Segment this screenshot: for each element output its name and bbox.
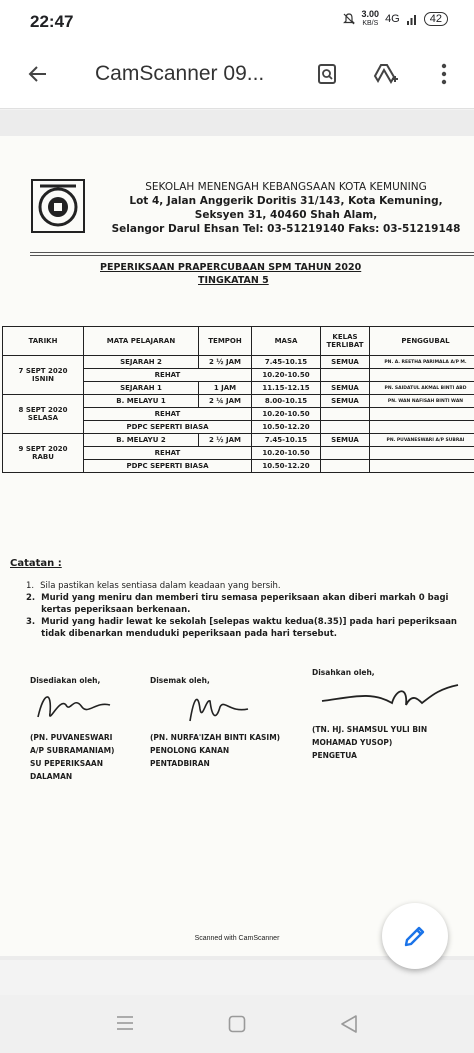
add-to-drive-button[interactable] [370, 58, 402, 90]
exam-title: PEPERIKSAAN PRAPERCUBAAN SPM TAHUN 2020 [100, 262, 362, 273]
schedule-table [2, 326, 474, 473]
document-page [0, 136, 474, 956]
table-row: REHAT 10.20-10.50 [3, 408, 474, 421]
exam-subtitle: TINGKATAN 5 [198, 275, 269, 286]
table-row: 9 SEPT 2020 RABU B. MELAYU 2 2 ½ JAM 7.45-10.15 SEMUA PN. PUVANESWARI A/P SUBRAI [3, 434, 474, 447]
table-row: REHAT 10.20-10.50 [3, 447, 474, 460]
header-divider-2 [30, 255, 474, 256]
table-row: REHAT 10.20-10.50 [3, 369, 474, 382]
search-document-button[interactable] [311, 58, 343, 90]
header-divider [30, 252, 474, 253]
status-bar [0, 0, 474, 44]
col-duration: TEMPOH [199, 327, 252, 356]
drive-add-icon [373, 62, 399, 86]
signature-prepared-by: Disediakan oleh, (PN. PUVANESWARI A/P SUBRAMANIAM) SU PEPERIKSAAN DALAMAN [30, 674, 120, 783]
col-subject: MATA PELAJARAN [84, 327, 199, 356]
signal-bars-icon [406, 13, 418, 25]
mute-bell-icon [342, 12, 356, 26]
search-document-icon [315, 62, 339, 86]
signal-4g: 4G [385, 13, 400, 25]
table-row: PDPC SEPERTI BIASA 10.50-12.20 [3, 421, 474, 434]
handwritten-signature [150, 687, 260, 727]
edit-pencil-icon [402, 923, 428, 949]
list-item: 1. Sila pastikan kelas sentiasa dalam keadaan yang bersih. [26, 581, 281, 591]
signature-approved-by: Disahkan oleh, (TN. HJ. SHAMSUL YULI BIN MOHAMAD YUSOP) PENGETUA [312, 666, 462, 762]
col-class: KELAS TERLIBAT [321, 327, 370, 356]
table-row: SEJARAH 1 1 JAM 11.15-12.15 SEMUA PN. SAIDATUL AKMAL BINTI ABD [3, 382, 474, 395]
list-item: 3. Murid yang hadir lewat ke sekolah [selepas waktu kedua(8.35)] pada hari peperiksaan tidak dibenarkan menduduki peperiksaan pada hari tersebut. [26, 617, 457, 639]
school-header: SEKOLAH MENENGAH KEBANGSAAN KOTA KEMUNING Lot 4, Jalan Anggerik Doritis 31/143, Kota Kemuning, Seksyen 31, 40460 Shah Alam, Selangor Darul Ehsan Tel: 03-51219140 Faks: 03-51219148 [111, 181, 461, 235]
back-triangle-icon[interactable] [340, 1014, 358, 1034]
col-time: MASA [252, 327, 321, 356]
school-crest-logo [30, 178, 86, 234]
more-vert-icon [441, 63, 447, 85]
recents-menu-icon[interactable] [116, 1015, 134, 1031]
table-row: PDPC SEPERTI BIASA 10.50-12.20 [3, 460, 474, 473]
scanned-watermark: Scanned with CamScanner [194, 935, 280, 942]
col-setter: PENGGUBAL [370, 327, 474, 356]
date-cell: 9 SEPT 2020 RABU [3, 434, 84, 473]
system-nav-bar [0, 995, 474, 1053]
date-cell: 7 SEPT 2020 ISNIN [3, 356, 84, 395]
back-button[interactable] [22, 58, 54, 90]
edit-button[interactable] [382, 903, 448, 969]
status-time: 22:47 [30, 12, 74, 31]
home-square-icon[interactable] [228, 1015, 246, 1033]
app-bar [0, 44, 474, 109]
signature-checked-by: Disemak oleh, (PN. NURFA'IZAH BINTI KASIM) PENOLONG KANAN PENTADBIRAN [150, 676, 281, 768]
notes-list [26, 580, 471, 640]
document-viewer[interactable] [0, 110, 474, 960]
handwritten-signature [312, 679, 462, 719]
table-row: 7 SEPT 2020 ISNIN SEJARAH 2 2 ½ JAM 7.45-10.15 SEMUA PN. A. REETHA PARIMALA A/P M. [3, 356, 474, 369]
date-cell: 8 SEPT 2020 SELASA [3, 395, 84, 434]
back-arrow-icon [26, 62, 50, 86]
list-item: 2. Murid yang meniru dan memberi tiru semasa peperiksaan akan diberi markah 0 bagi kertas peperiksaan berkenaan. [26, 593, 449, 615]
notes-heading: Catatan : [10, 558, 62, 569]
net-speed: 3.00 KB/S [361, 9, 380, 27]
document-title: CamScanner 09... [95, 62, 265, 85]
status-icons [342, 10, 448, 28]
table-header-row [3, 327, 474, 356]
battery-indicator: 42 [424, 12, 448, 26]
col-date: TARIKH [3, 327, 84, 356]
table-row: 8 SEPT 2020 SELASA B. MELAYU 1 2 ¼ JAM 8.00-10.15 SEMUA PN. WAN NAFISAH BINTI WAN [3, 395, 474, 408]
handwritten-signature [30, 687, 120, 727]
more-options-button[interactable] [428, 58, 460, 90]
